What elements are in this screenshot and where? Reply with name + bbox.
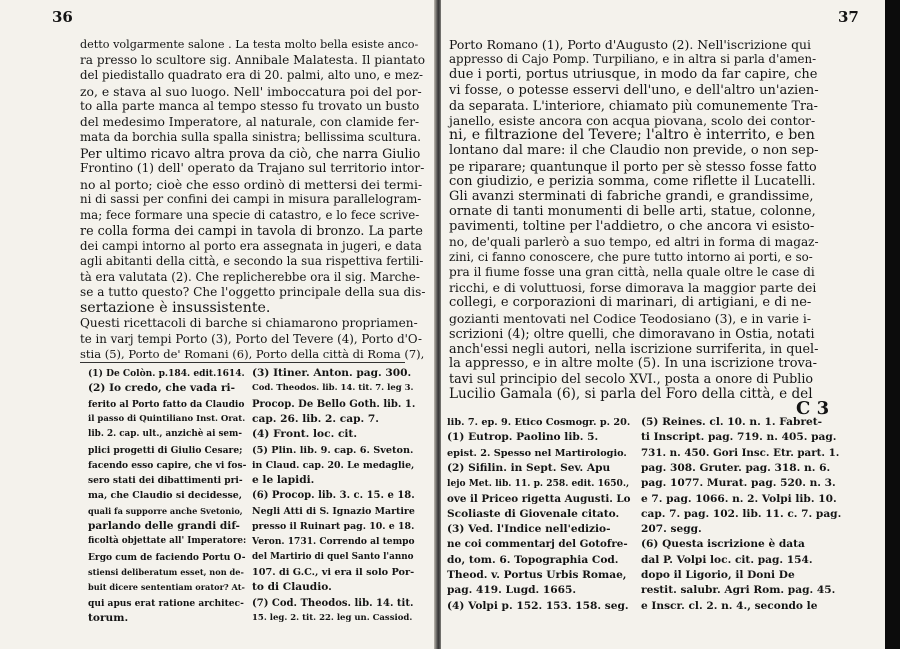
footnote-line: ma, che Claudio si decidesse, (88, 490, 243, 502)
text-line: da separata. L'interiore, chiamato più comunemente Tra- (449, 97, 818, 113)
footnote-line: del Martirio di quel Santo l'anno (252, 551, 414, 562)
text-line: appresso di Cajo Pomp. Turpiliano, e in altra si parla d'amen- (449, 52, 817, 67)
text-line: tà era valutata (2). Che replicherebbe ora il sig. Marche- (80, 269, 420, 284)
footnote-line: restit. salubr. Agri Rom. pag. 45. (641, 584, 836, 597)
footnote-line: (4) Front. loc. cit. (252, 428, 358, 441)
footnote-line: (4) Volpi p. 152. 153. 158. seg. (447, 599, 629, 612)
footnote-line: pag. 1077. Murat. pag. 520. n. 3. (641, 477, 836, 490)
page-number: 36 (52, 8, 73, 26)
footnote-line: parlando delle grandi dif- (88, 520, 240, 532)
left-page (0, 0, 437, 649)
footnote-line: quali fa supporre anche Svetonio, (88, 505, 243, 516)
footnote-line: ti Inscript. pag. 719. n. 405. pag. (641, 431, 837, 444)
footnote-line: (1) De Colòn. p.184. edit.1614. (88, 368, 245, 379)
footnote-line: (6) Questa iscrizione è data (641, 538, 805, 551)
footnote-line: facendo esso capire, che vi fos- (88, 459, 247, 471)
footnote-line: ferito al Porto fatto da Claudio (88, 398, 245, 410)
page-edge (885, 0, 900, 649)
footnote-line: Theod. v. Portus Urbis Romae, (447, 569, 627, 581)
footnote-line: to di Claudio. (252, 581, 332, 594)
footnote-line: 207. segg. (641, 523, 702, 536)
text-line: collegi, e corporazioni di marinari, di artigiani, e di ne- (449, 295, 812, 311)
footnote-line: e le lapidi. (252, 474, 315, 487)
footnote-line: (5) Plin. lib. 9. cap. 6. Sveton. (252, 444, 414, 456)
footnote-line: (3) Itiner. Anton. pag. 300. (252, 367, 412, 379)
text-line: pra il fiume fosse una gran città, nella quale oltre le case di (449, 265, 815, 279)
footnote-line: Ergo cum de faciendo Portu O- (88, 551, 246, 563)
text-line: del medesimo Imperatore, al naturale, con clamide fer- (80, 114, 420, 129)
footnote-line: sero stati dei dibattimenti pri- (88, 475, 243, 487)
text-line: mata da borchia sulla spalla sinistra; bellissima scultura. (80, 130, 421, 144)
text-line: Per ultimo ricavo altra prova da ciò, che narra Giulio (80, 145, 421, 161)
footnote-line: pag. 419. Lugd. 1665. (447, 584, 577, 597)
text-line: se a tutto questo? Che l'oggetto principale della sua dis- (80, 285, 426, 299)
footnote-line: pag. 308. Gruter. pag. 318. n. 6. (641, 461, 831, 474)
footnote-line: 15. leg. 2. tit. 22. leg un. Cassiod. (252, 612, 413, 623)
text-line: Porto Romano (1), Porto d'Augusto (2). Nell'iscrizione qui (449, 37, 811, 52)
footnote-line: (7) Cod. Theodos. lib. 14. tit. (252, 597, 414, 609)
text-line: sertazione è insussistente. (80, 299, 271, 316)
text-line: ni di sassi per confini dei campi in misura parallelogram- (80, 192, 422, 206)
footnote-rule (80, 362, 405, 363)
footnote-line: Cod. Theodos. lib. 14. tit. 7. leg 3. (252, 383, 414, 394)
footnote-line: buit dicere sententiam orator? At- (88, 582, 245, 593)
text-line: no, de'quali parlerò a suo tempo, ed altri in forma di magaz- (449, 234, 819, 249)
text-line: ricchi, e di voluttuosi, forse dimorava la maggior parte dei (449, 280, 817, 296)
footnote-line: (5) Reines. cl. 10. n. 1. Fabret- (641, 416, 823, 428)
text-line: con giudizio, e perizia somma, come riflette il Lucatelli. (449, 173, 816, 189)
footnote-line: Negli Atti di S. Ignazio Martire (252, 505, 415, 517)
text-line: ni, e filtrazione del Tevere; l'altro è interrito, e ben (449, 127, 815, 144)
text-line: te in varj tempi Porto (3), Porto del Tevere (4), Porto d'O- (80, 331, 423, 346)
text-line: janello, esiste ancora con acqua piovana, scolo dei contor- (449, 113, 816, 128)
page-number: 37 (838, 8, 859, 26)
text-line: zo, e stava al suo luogo. Nell' imboccatura poi del por- (80, 83, 422, 99)
text-line: ornate di tanti monumenti di belle arti, statue, colonne, (449, 204, 816, 220)
footnote-line: 107. di G.C., vi era il solo Por- (252, 566, 415, 578)
text-line: Questi ricettacoli di barche si chiamarono propriamen- (80, 316, 418, 330)
footnote-line: cap. 26. lib. 2. cap. 7. (252, 412, 379, 425)
footnote-line: do, tom. 6. Topographia Cod. (447, 553, 619, 566)
text-line: scrizioni (4); oltre quelli, che dimoravano in Ostia, notati (449, 325, 815, 341)
footnote-line: plici progetti di Giulio Cesare; (88, 444, 243, 456)
footnote-line: (2) Sifilin. in Sept. Sev. Apu (447, 461, 611, 474)
text-line: vi fosse, o potesse esservi dell'uno, e dell'altro un'azien- (449, 82, 819, 98)
text-line: tavi sul principio del secolo XVI., posta a onore di Publio (449, 371, 814, 387)
footnote-line: Scoliaste di Giovenale citato. (447, 507, 620, 520)
footnote-line: lejo Met. lib. 11. p. 258. edit. 1650., (447, 478, 630, 490)
footnote-line: lib. 7. ep. 9. Etico Cosmogr. p. 20. (447, 417, 631, 428)
footnote-line: e Inscr. cl. 2. n. 4., secondo le (641, 599, 818, 612)
text-line: due i porti, portus utriusque, in modo da far capire, che (449, 67, 818, 83)
text-line: no al porto; cioè che esso ordinò di mettersi dei termi- (80, 176, 423, 192)
text-line: stia (5), Porto de' Romani (6), Porto della città di Roma (7), (80, 347, 425, 361)
footnote-line: Veron. 1731. Correndo al tempo (252, 536, 415, 548)
text-line: re colla forma dei campi in tavola di bronzo. La parte (80, 223, 423, 238)
text-line: to alla parte manca al tempo stesso fu trovato un busto (80, 99, 420, 113)
signature-mark: C 3 (796, 398, 830, 419)
text-line: pe riparare; quantunque il porto per sè stesso fosse fatto (449, 158, 817, 174)
text-line: del piedistallo quadrato era di 20. palmi, alto uno, e mez- (80, 68, 424, 82)
footnote-line: dal P. Volpi loc. cit. pag. 154. (641, 553, 813, 566)
footnote-line: Procop. De Bello Goth. lib. 1. (252, 398, 416, 410)
footnote-line: in Claud. cap. 20. Le medaglie, (252, 459, 415, 471)
text-line: Frontino (1) dell' operato da Trajano sul territorio intor- (80, 161, 425, 175)
text-line: Gli avanzi sterminati di fabriche grandi, e grandissime, (449, 189, 814, 204)
footnote-line: lib. 2. cap. ult., anzichè ai sem- (88, 429, 242, 440)
text-line: ra presso lo scultore sig. Annibale Malatesta. Il piantato (80, 52, 426, 67)
footnote-line: qui apus erat ratione architec- (88, 597, 244, 609)
footnote-line: torum. (88, 611, 129, 624)
footnote-line: (3) Ved. l'Indice nell'edizio- (447, 523, 611, 536)
footnote-line: (1) Eutrop. Paolino lib. 5. (447, 431, 599, 444)
text-line: zini, ci fanno conoscere, che pure tutto intorno ai porti, e so- (449, 249, 813, 264)
footnote-line: (2) Io credo, che vada ri- (88, 382, 235, 395)
footnote-line: ove il Priceo rigetta Augusti. Lo (447, 492, 631, 505)
footnote-line: stiensi deliberatum esset, non de- (88, 566, 244, 577)
text-line: la appresso, e in altre molte (5). In una iscrizione trova- (449, 356, 818, 372)
footnote-line: (6) Procop. lib. 3. c. 15. e 18. (252, 490, 415, 502)
footnote-line: e 7. pag. 1066. n. 2. Volpi lib. 10. (641, 492, 837, 505)
footnote-line: presso il Ruinart pag. 10. e 18. (252, 521, 415, 532)
text-line: agli abitanti della città, e secondo la sua rispettiva fertili- (80, 254, 424, 268)
text-line: pavimenti, toltine per l'addietro, o che ancora vi esisto- (449, 219, 815, 235)
text-line: lontano dal mare: il che Claudio non previde, o non sep- (449, 143, 819, 159)
text-line: gozianti mentovati nel Codice Teodosiano (3), e in varie i- (449, 310, 812, 326)
footnote-line: cap. 7. pag. 102. lib. 11. c. 7. pag. (641, 507, 842, 520)
footnote-line: dopo il Ligorio, il Doni De (641, 569, 795, 581)
text-line: ma; fece formare una specie di catastro, e lo fece scrive- (80, 207, 420, 222)
footnote-line: il passo di Quintiliano Inst. Orat. (88, 413, 246, 424)
footnote-line: epist. 2. Spesso nel Martirologio. (447, 447, 627, 459)
footnote-line: ficoltà objettate all' Imperatore: (88, 536, 247, 547)
footnote-line: 731. n. 450. Gori Insc. Etr. part. 1. (641, 446, 840, 459)
text-line: Lucilio Gamala (6), si parla del Foro della città, e del (449, 385, 813, 402)
text-line: anch'essi negli autori, nella iscrizione surriferita, in quel- (449, 341, 819, 356)
footnote-line: ne coi commentarj del Gotofre- (447, 538, 628, 551)
text-line: detto volgarmente salone . La testa molto bella esiste anco- (80, 38, 419, 51)
right-page (441, 0, 885, 649)
text-line: dei campi intorno al porto era assegnata in jugeri, e data (80, 238, 422, 253)
